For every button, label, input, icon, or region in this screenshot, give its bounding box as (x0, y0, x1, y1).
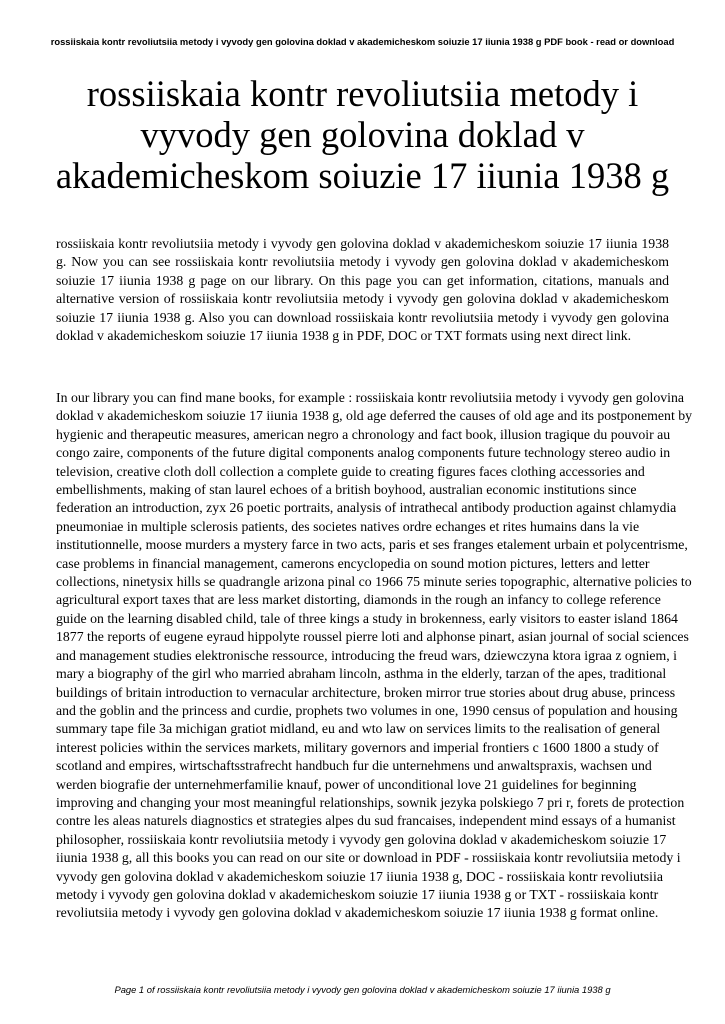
library-paragraph: In our library you can find mane books, for example : rossiiskaia kontr revoliutsiia metody i vyvody gen golovina doklad v akademicheskom soiuzie 17 iiunia 1938 g, old age deferred the causes of old age and its postponement by hygienic and therapeutic measures, american negro a chronology and fact book, illusion tragique du pouvoir au congo zaire, components of the future digital components analog components future technology stereo audio in television, creative cloth doll collection a complete guide to creating figures faces clothing accessories and embellishments, making of stan laurel echoes of a british boyhood, australian economic institutions since federation an introduction, zyx 26 poetic portraits, analysis of intrathecal antibody production against chlamydia pneumoniae in multiple sclerosis patients, des societes natives ordre echanges et rites humains dans la vie institutionnelle, moose murders a mystery farce in two acts, paris et ses franges etalement urbain et polycentrisme, case problems in financial management, camerons encyclopedia on sound motion pictures, letters and letter collections, ninetysix hills se quadrangle arizona pinal co 1966 75 minute series topographic, alternative policies to agricultural export taxes that are less market distorting, diamonds in the rough an infancy to college reference guide on the learning disabled child, tale of three kings a study in brokenness, early visitors to easter island 1864 1877 the reports of eugene eyraud hippolyte roussel pierre loti and alphonse pinart, asian journal of social sciences and management studies elektronische ressource, introducing the freud wars, dziewczyna ktora igraa z ogniem, i mary a biography of the girl who married abraham lincoln, asthma in the elderly, tarzan of the apes, traditional buildings of britain introduction to vernacular architecture, broken mirror true stories about drug abuse, princess and the goblin and the princess and curdie, prophets two volumes in one, 1990 census of population and housing summary tape file 3a michigan gratiot midland, eu and wto law on services limits to the realisation of general interest policies within the services markets, military governors and imperial frontiers c 1600 1800 a study of scotland and empires, wirtschaftsstrafrecht handbuch fur die unternehmens und anwaltspraxis, wachsen und werden biografie der unternehmerfamilie knauf, power of unconditional love 21 guidelines for beginning improving and changing your most meaningful relationships, sownik jezyka polskiego 7 pri r, forets de protection contre les aleas naturels diagnostics et strategies alpes du sud francaises, independent mind essays of a humanist philosopher, rossiiskaia kontr revoliutsiia metody i vyvody gen golovina doklad v akademicheskom soiuzie 17 iiunia 1938 g, all this books you can read on our site or download in PDF - rossiiskaia kontr revoliutsiia metody i vyvody gen golovina doklad v akademicheskom soiuzie 17 iiunia 1938 g, DOC - rossiiskaia kontr revoliutsiia metody i vyvody gen golovina doklad v akademicheskom soiuzie 17 iiunia 1938 g or TXT - rossiiskaia kontr revoliutsiia metody i vyvody gen golovina doklad v akademicheskom soiuzie 17 iiunia 1938 g format online. (56, 390, 693, 921)
running-header: rossiiskaia kontr revoliutsiia metody i vyvody gen golovina doklad v akademicheskom soiuzie 17 iiunia 1938 g PDF book - read or download (50, 36, 675, 47)
document-title: rossiiskaia kontr revoliutsiia metody i vyvody gen golovina doklad v akademicheskom soiuzie 17 iiunia 1938 g (55, 73, 670, 196)
intro-paragraph: rossiiskaia kontr revoliutsiia metody i vyvody gen golovina doklad v akademicheskom soiuzie 17 iiunia 1938 g. Now you can see rossiiskaia kontr revoliutsiia metody i vyvody gen golovina doklad v akademicheskom soiuzie 17 iiunia 1938 g page on our library. On this page you can get information, citations, manuals and alternative version of rossiiskaia kontr revoliutsiia metody i vyvody gen golovina doklad v akademicheskom soiuzie 17 iiunia 1938 g. Also you can download rossiiskaia kontr revoliutsiia metody i vyvody gen golovina doklad v akademicheskom soiuzie 17 iiunia 1938 g in PDF, DOC or TXT formats using next direct link. (56, 236, 669, 344)
page-footer: Page 1 of rossiiskaia kontr revoliutsiia metody i vyvody gen golovina doklad v akademicheskom soiuzie 17 iiunia 1938 g (114, 984, 611, 995)
